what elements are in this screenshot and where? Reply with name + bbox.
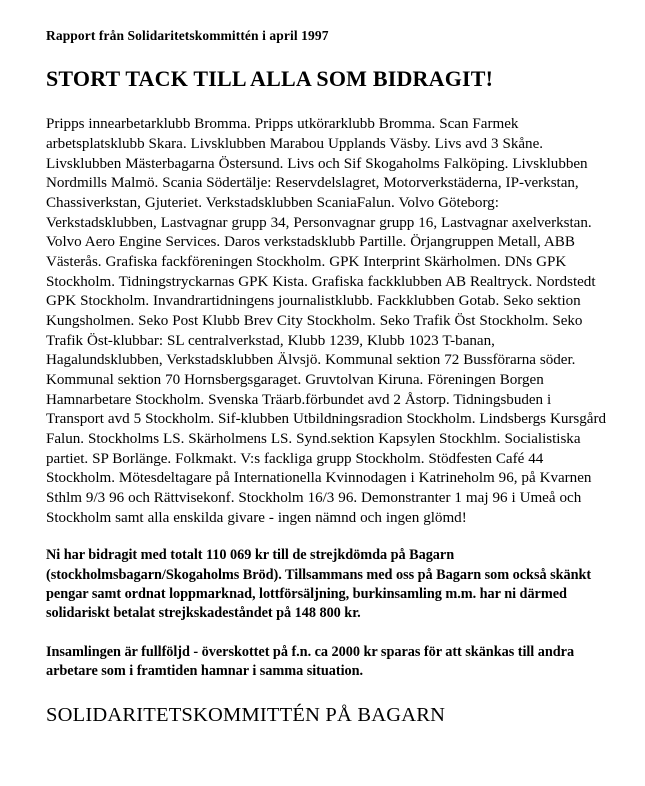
page-title: STORT TACK TILL ALLA SOM BIDRAGIT! <box>46 66 494 92</box>
signature-line: SOLIDARITETSKOMMITTÉN PÅ BAGARN <box>46 703 446 726</box>
report-header: Rapport från Solidaritetskommittén i april 1997 <box>46 28 329 43</box>
contributors-list-paragraph: Pripps innearbetarklubb Bromma. Pripps utkörarklubb Bromma. Scan Farmek arbetsplatsklubb Skara. Livsklubben Marabou Upplands Väsby. Livs avd 3 Skåne. Livsklubben Mästerbagarna Östersund. Livs och Sif Skogaholms Falköping. Livsklubben Nordmills Malmö. Scania Södertälje: Reservdelslagret, Motorverkstäderna, IP-verkstan, Chassiverkstan, Gjuteriet. Verkstadsklubben ScaniaFalun. Volvo Göteborg: Verkstadsklubben, Lastvagnar grupp 34, Personvagnar grupp 16, Lastvagnar axelverkstan. Volvo Aero Engine Services. Daros verkstadsklubb Partille. Örjangruppen Metall, ABB Västerås. Grafiska fackföreningen Stockholm. GPK Interprint Skärholmen. DNs GPK Stockholm. Tidningstryckarnas GPK Kista. Grafiska fackklubben AB Realtryck. Nordstedt GPK Stockholm. Invandrartidningens journalistklubb. Fackklubben Gotab. Seko sektion Kungsholmen. Seko Post Klubb Brev City Stockholm. Seko Trafik Öst Stockholm. Seko Trafik Öst-klubbar: SL centralverkstad, Klubb 1239, Klubb 1023 T-banan, Hagalundsklubben, Verkstadsklubben Älvsjö. Kommunal sektion 72 Bussförarna söder. Kommunal sektion 70 Hornsbergsgaraget. Gruvtolvan Kiruna. Föreningen Borgen Hamnarbetare Stockholm. Svenska Träarb.förbundet avd 2 Åstorp. Tidningsbuden i Transport avd 5 Stockholm. Sif-klubben Utbildningsradion Stockholm. Lindsbergs Kursgård Falun. Stockholms LS. Skärholmens LS. Synd.sektion Kapsylen Stockhlm. Socialistiska partiet. SP Borlänge. Folkmakt. V:s fackliga grupp Stockholm. Stödfesten Café 44 Stockholm. Mötesdeltagare på Internationella Kvinnodagen i Katrineholm 96, på Kvarnen Sthlm 9/3 96 och Rättvisekonf. Stockholm 16/3 96. Demonstranter 1 maj 96 i Umeå och Stockholm samt alla enskilda givare - ingen nämnd och ingen glömd! <box>46 116 606 526</box>
surplus-statement-paragraph: Insamlingen är fullföljd - överskottet på f.n. ca 2000 kr sparas för att skänkas till andra arbetare som i framtiden hamnar i samma situation. <box>46 643 575 680</box>
donation-summary-paragraph: Ni har bidragit med totalt 110 069 kr till de strejkdömda på Bagarn (stockholmsbagarn/Skogaholms Bröd). Tillsammans med oss på Bagarn som också skänkt pengar samt ordnat loppmarknad, lottförsäljning, burkinsamling m.m. har ni därmed solidariskt betalat strejkskadeståndet på 148 800 kr. <box>46 547 592 622</box>
